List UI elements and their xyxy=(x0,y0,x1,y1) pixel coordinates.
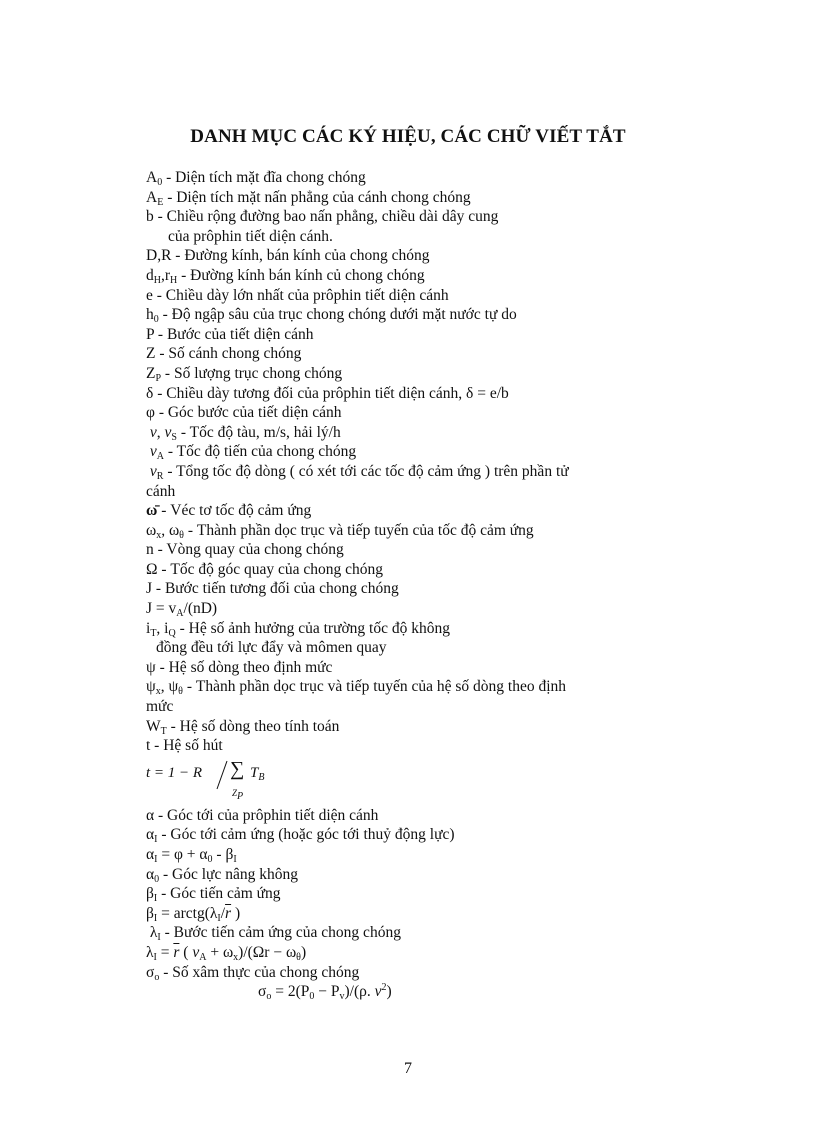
symbol-list xyxy=(146,168,576,1002)
entry-omega-components: $\omega_x$, $\omega_\theta$ - Thành phần dọc trục và tiếp tuyến của tốc độ cảm ứng xyxy=(146,521,534,541)
entry-omega-vector: ω̄ - Véc tơ tốc độ cảm ứng xyxy=(146,502,312,520)
entry-lambda-i: $\lambda_I$ - Bước tiến cảm ứng của chong chóng xyxy=(149,924,401,944)
entry-t: t - Hệ số hút xyxy=(146,737,223,755)
entry-vr: $v_R$ - Tổng tốc độ dòng ( có xét tới các tốc độ cảm ứng ) trên phần tử cánh xyxy=(146,462,569,500)
entry-phi: φ - Góc bước của tiết diện cánh xyxy=(146,404,342,422)
entry-b-cont: của prôphin tiết diện cánh. xyxy=(168,227,333,245)
entry-beta-i: $\beta_I$ - Góc tiến cảm ứng xyxy=(146,885,281,905)
entry-alpha: α - Góc tới của prôphin tiết diện cánh xyxy=(146,806,379,824)
formula-thrust-deduction: t = 1 − R ∑ $Z_P$ $T_B$ xyxy=(146,757,265,802)
entry-alpha-i: $\alpha_I$ - Góc tới cảm ứng (hoặc góc tới thuỷ động lực) xyxy=(146,826,455,846)
entry-lambda-i-formula: $\lambda_I = \overline{r}$ ( $v_A + \omega_x)/(\Omega r - \omega_\theta)$ xyxy=(146,943,307,963)
entry-ae: $A_E$ - Diện tích mặt nấn phẳng của cánh chong chóng xyxy=(146,188,471,208)
entry-wt: $W_T$ - Hệ số dòng theo tính toán xyxy=(146,717,340,737)
page-number: 7 xyxy=(404,1060,412,1077)
entry-psi-components: $\psi_x$, $\psi_\theta$ - Thành phần dọc trục và tiếp tuyến của hệ số dòng theo định mức xyxy=(146,678,567,716)
entry-h0: $h_0$ - Độ ngập sâu của trục chong chóng dưới mặt nước tự do xyxy=(146,306,517,326)
entry-zp: $Z_P$ - Số lượng trục chong chóng xyxy=(146,364,343,384)
entry-z: Z - Số cánh chong chóng xyxy=(146,345,302,363)
entry-psi: ψ - Hệ số dòng theo định mức xyxy=(146,658,333,676)
fraction-slash-icon xyxy=(216,760,228,790)
entry-J-formula: $J = v_A/(nD)$ xyxy=(146,600,218,620)
entry-dr: D,R - Đường kính, bán kính của chong chóng xyxy=(146,247,430,265)
entry-beta-i-formula: $\beta_I$ = $arctg(\lambda_I/\overline{r}$ ) xyxy=(146,904,241,924)
entry-J: J - Bước tiến tương đối của chong chóng xyxy=(146,580,399,598)
entry-a0: $A_0$ - Diện tích mặt đĩa chong chóng xyxy=(146,169,366,188)
page-title: DANH MỤC CÁC KÝ HIỆU, CÁC CHỮ VIẾT TẮT xyxy=(190,126,626,147)
entry-iT-iQ: $i_T$, $i_Q$ - Hệ số ảnh hưởng của trường tốc độ không xyxy=(146,619,450,639)
entry-alpha0: $\alpha_0$ - Góc lực nâng không xyxy=(146,865,298,885)
entry-iT-iQ-cont: đồng đều tới lực đẩy và mômen quay xyxy=(156,639,387,657)
entry-va: $v_A$ - Tốc độ tiến của chong chóng xyxy=(149,443,357,463)
entry-alpha-i-formula: $\alpha_I = \varphi + \alpha_0 - \beta_I$ xyxy=(146,846,237,865)
entry-sigma: $\sigma_o$ - Số xâm thực của chong chóng xyxy=(146,963,360,983)
entry-e: e - Chiều dày lớn nhất của prôphin tiết diện cánh xyxy=(146,286,449,304)
entry-n: n - Vòng quay của chong chóng xyxy=(146,541,344,559)
entry-Omega: Ω - Tốc độ góc quay của chong chóng xyxy=(146,560,384,578)
entry-dh: $d_H,r_H$ - Đường kính bán kính củ chong chóng xyxy=(146,266,425,286)
entry-sigma-formula: $\sigma_o = 2(P_0 - P_v)/(\rho$. $v^2$) xyxy=(258,982,392,1003)
entry-delta: δ - Chiều dày tương đối của prôphin tiết diện cánh, δ = e/b xyxy=(146,384,509,402)
entry-p: P - Bước của tiết diện cánh xyxy=(146,325,314,343)
entry-b: b - Chiều rộng đường bao nấn phẳng, chiều dài dây cung xyxy=(146,208,499,226)
entry-vs: v, $v_S$ - Tốc độ tàu, m/s, hải lý/h xyxy=(149,423,341,443)
